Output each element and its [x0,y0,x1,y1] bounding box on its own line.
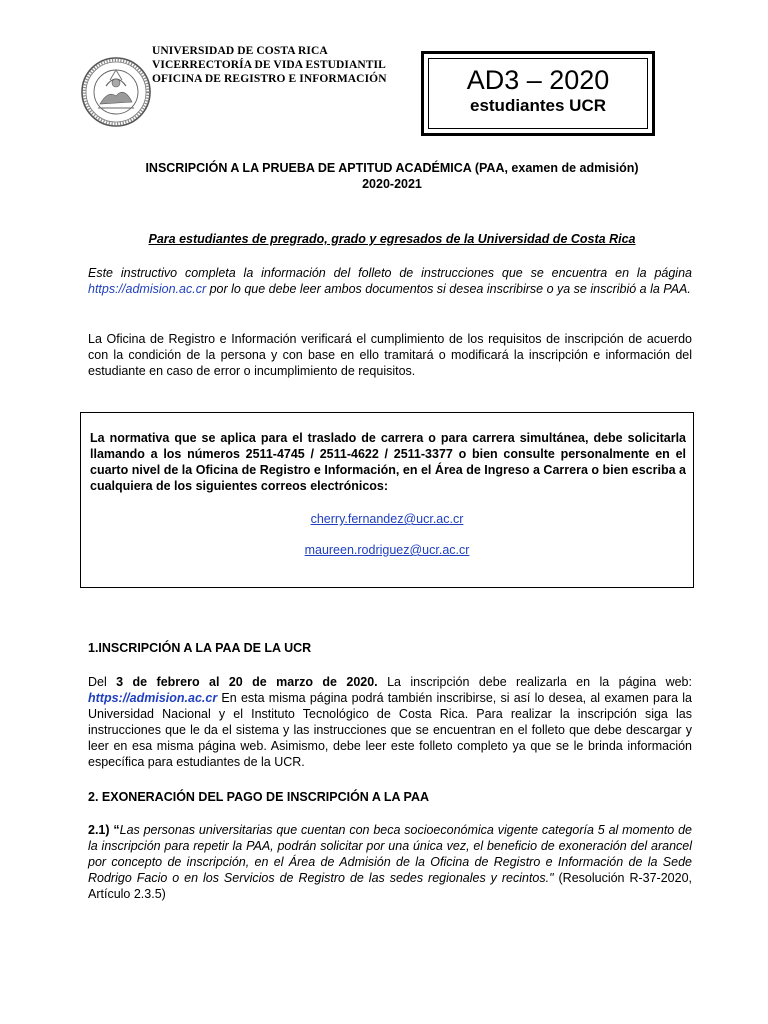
vice-rectorate-name: VICERRECTORÍA DE VIDA ESTUDIANTIL [152,59,386,71]
intro-text-1: Este instructivo completa la información del folleto de instrucciones que se encuentra en la página [88,266,692,280]
title-line-2: 2020-2021 [362,177,422,191]
university-seal-icon [80,56,152,128]
email-link-cherry[interactable]: cherry.fernandez@ucr.ac.cr [310,512,464,526]
institution-block [152,44,387,86]
section-1-paragraph [88,674,692,770]
exoneration-quote: Las personas universitarias que cuentan con beca socioeconómica vigente categoría 5 al momento de la inscripción para repetir la PAA, podrán solicitar por una única vez, el beneficio de exoneración del arancel por concepto de inscripción, en el Área de Admisión de la Oficina de Registro e Información de la Sede Rodrigo Facio o en los Servicios de Registro de las sedes regionales y recintos." [88,823,692,885]
section-1-text-2: En esta misma página podrá también inscribirse, si así lo desea, al examen para la Universidad Nacional y el Instituto Tecnológico de Costa Rica. Para realizar la inscripción siga las instrucciones que le da el sistema y las instrucciones que se encuentran en el folleto que debe descargar y leer en esa misma página web. Asimismo, debe leer este folleto completo ya que se le brinda información específica para estudiantes de la UCR. [88,691,692,769]
university-name: UNIVERSIDAD DE COSTA RICA [152,45,328,57]
section-1-heading: 1.INSCRIPCIÓN A LA PAA DE LA UCR [88,641,312,655]
admission-link[interactable]: https://admision.ac.cr [88,282,207,296]
email-link-maureen[interactable]: maureen.rodriguez@ucr.ac.cr [304,543,470,557]
section-1-text-1: La inscripción debe realizarla en la página web: [377,675,692,689]
quote-open-mark: “ [113,823,120,837]
notice-text: La normativa que se aplica para el traslado de carrera o para carrera simultánea, debe solicitarla llamando a los números 2511-4745 / 2511-4622 / 2511-3377 o bien consulte personalmente en el cuarto nivel de la Oficina de Registro e Información, en el Área de Ingreso a Carrera o bien escriba a cualquiera de los siguientes correos electrónicos: [90,431,686,493]
office-name: OFICINA DE REGISTRO E INFORMACIÓN [152,73,387,85]
document-code-subtitle: estudiantes UCR [469,96,607,115]
page-title [88,160,696,192]
section-2-paragraph [88,822,692,902]
intro-text-2: por lo que debe leer ambos documentos si desea inscribirse o ya se inscribió a la PAA. [206,282,691,296]
verification-paragraph: La Oficina de Registro e Información verificará el cumplimiento de los requisitos de inscripción de acuerdo con la condición de la persona y con base en ello tramitará o modificará la inscripción e información del estudiante en caso de error o incumplimiento de requisitos. [88,332,692,378]
notice-box [80,412,694,588]
intro-paragraph [88,265,692,297]
section-1-admission-link[interactable]: https://admision.ac.cr [88,691,218,705]
title-line-1: INSCRIPCIÓN A LA PRUEBA DE APTITUD ACADÉMICA (PAA, examen de admisión) [145,161,639,175]
section-2-heading: 2. EXONERACIÓN DEL PAGO DE INSCRIPCIÓN A LA PAA [88,790,430,804]
document-code: AD3 – 2020 [466,65,610,95]
section-1-lead: Del [88,675,117,689]
document-code-box [421,51,655,136]
page-subtitle: Para estudiantes de pregrado, grado y egresados de la Universidad de Costa Rica [148,232,636,246]
registration-dates: 3 de febrero al 20 de marzo de 2020. [116,675,378,689]
resolution-citation: (Resolución R-37-2020, Artículo 2.3.5) [88,871,692,901]
item-number: 2.1) [88,823,114,837]
